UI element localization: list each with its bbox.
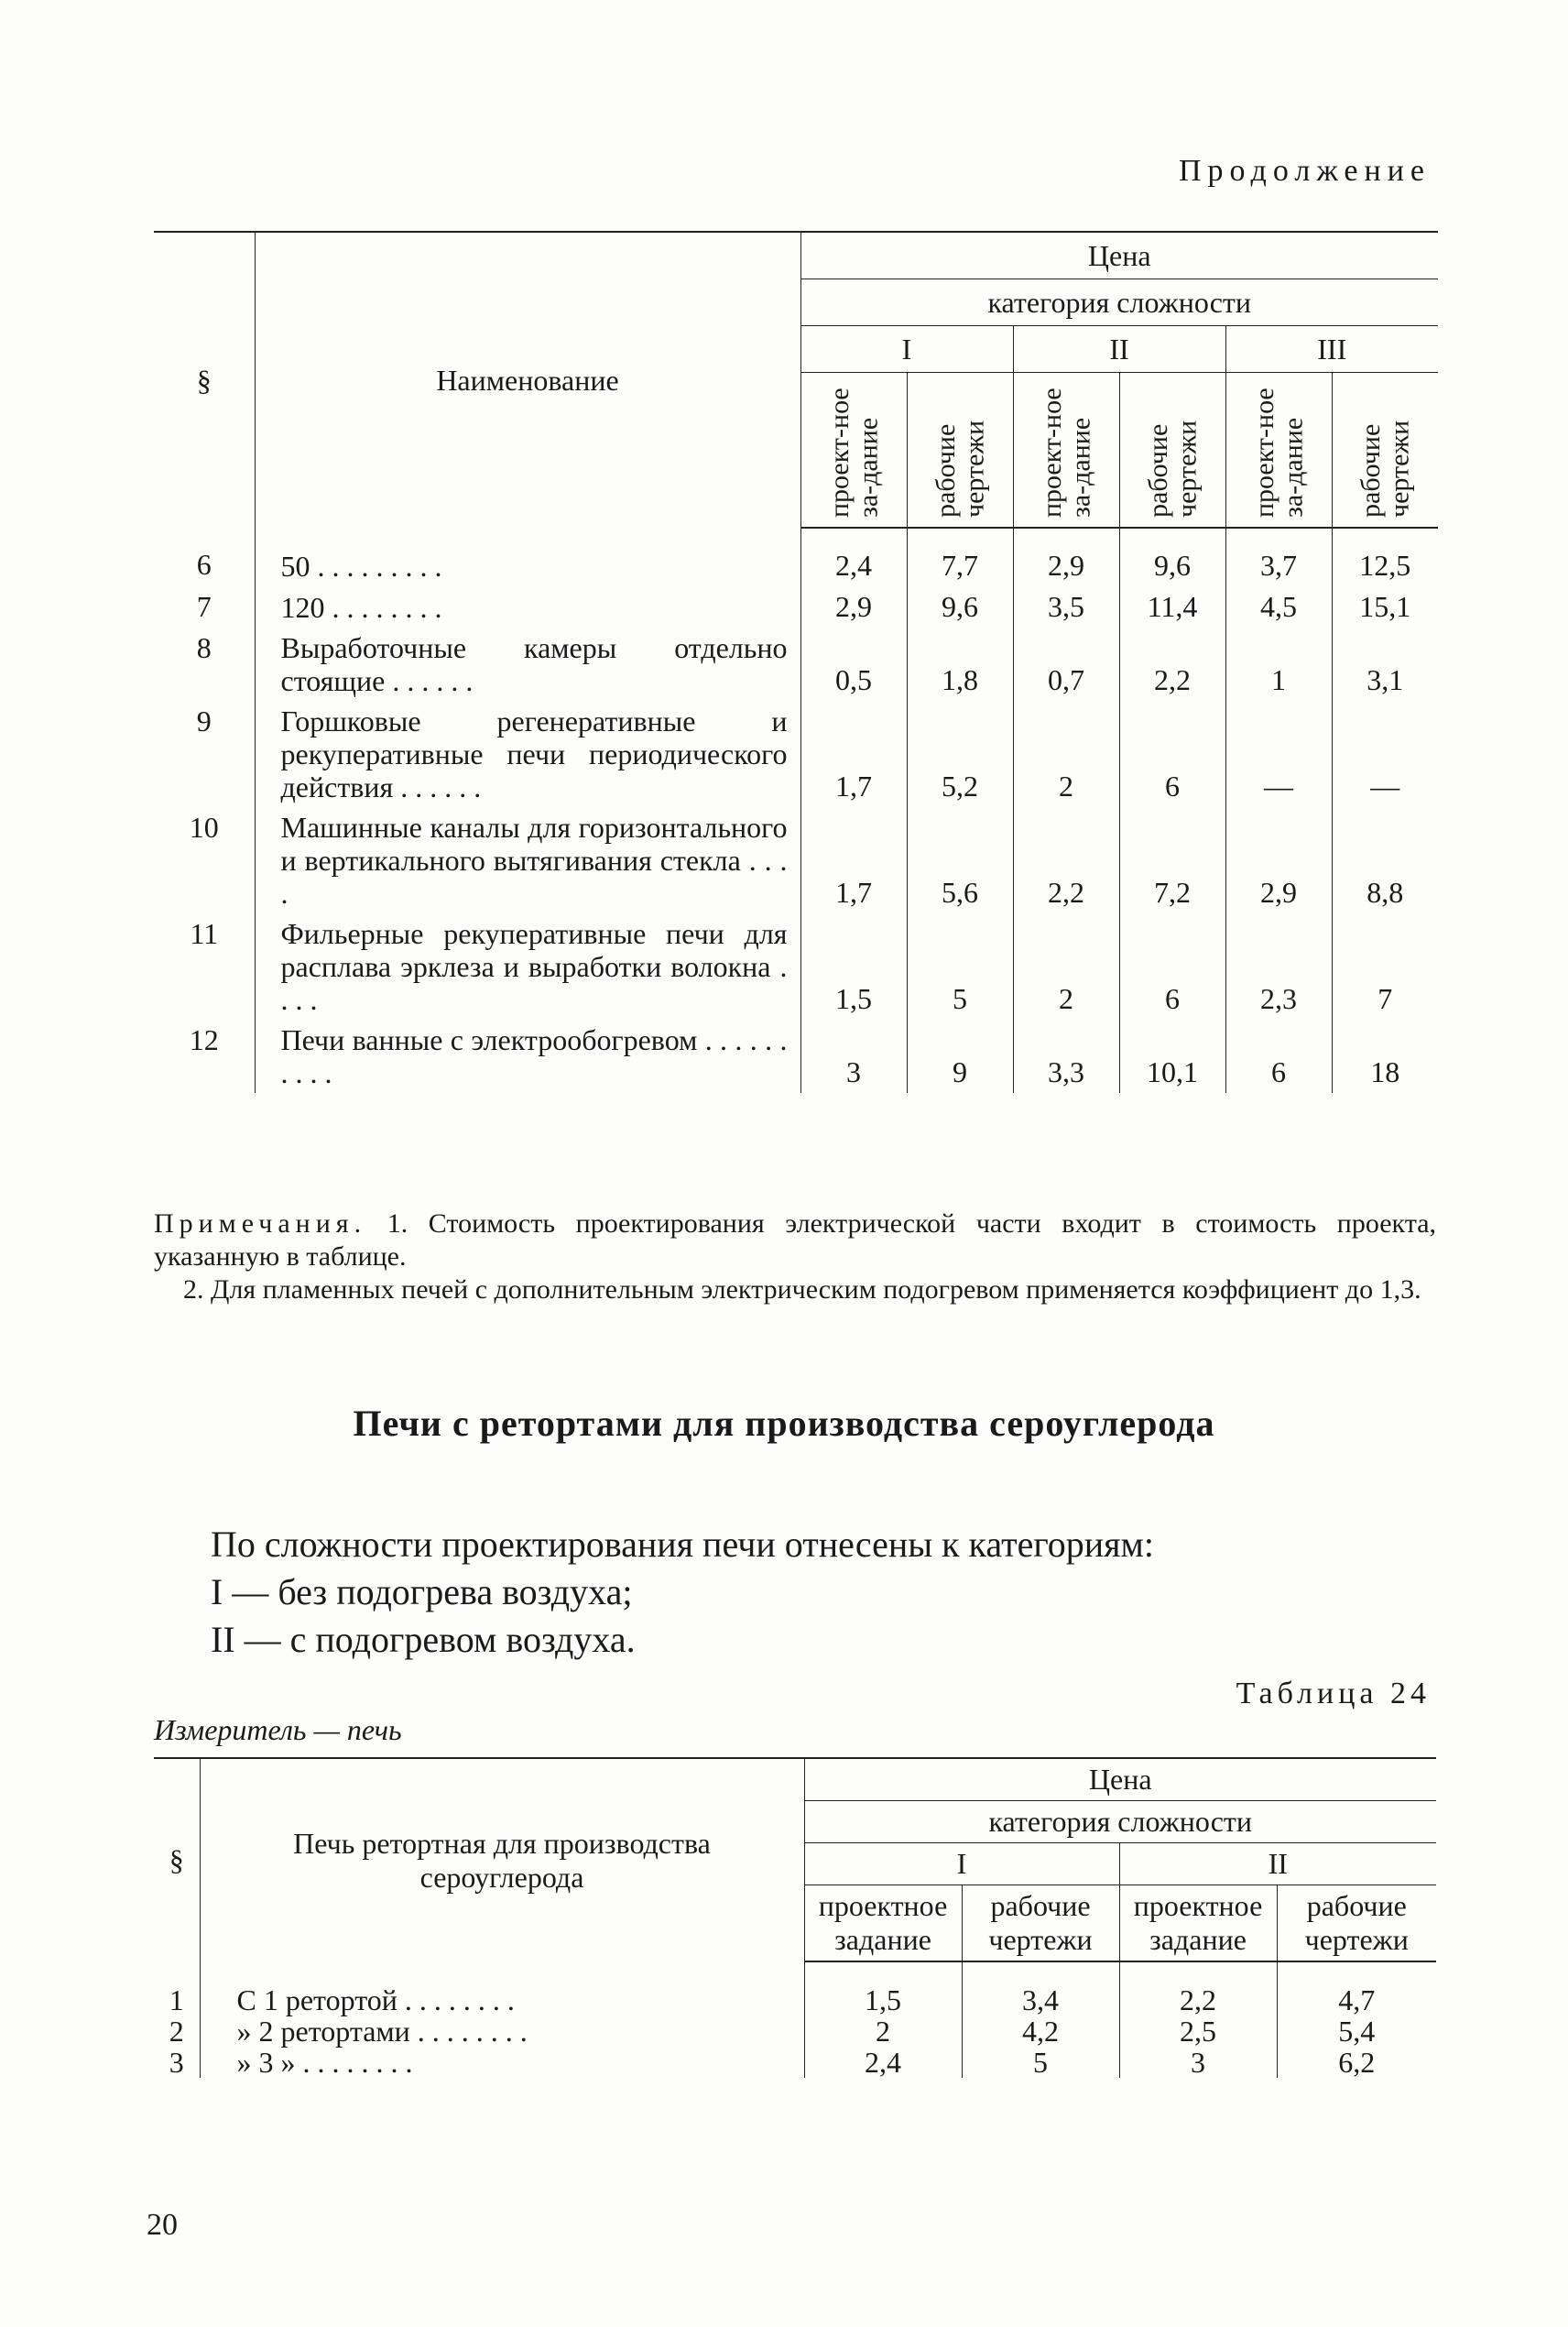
cell-value: 7,2	[1119, 807, 1225, 913]
row-number: 9	[196, 705, 212, 737]
notes	[154, 1207, 1436, 1306]
cell-value: 6,2	[1277, 2047, 1436, 2078]
price-header: Цена	[800, 232, 1438, 279]
cell-value: 2,2	[1119, 1961, 1277, 2016]
sub-header-project: проект-ное за-дание	[1036, 388, 1095, 518]
sub-header-project: проект-ное за-дание	[823, 388, 883, 518]
row-name: Горшковые регенеративные и рекуперативные печи периодического действия . . . . . .	[255, 701, 800, 807]
cell-value: 4,5	[1225, 586, 1332, 628]
row-number: 11	[190, 917, 219, 950]
cell-value: 1	[1225, 628, 1332, 701]
sub-header-drawings: рабочие чертежи	[1277, 1885, 1436, 1962]
cell-value: 2,9	[1013, 528, 1119, 586]
sub-header-project: проект-ное за-дание	[1248, 388, 1308, 518]
retort-furnace-table	[154, 1757, 1436, 2078]
cell-value: 7	[1332, 913, 1438, 1020]
row-name: » 2 ретортами . . . . . . . .	[200, 2016, 804, 2047]
intro-line-1: По сложности проектирования печи отнесены к категориям:	[211, 1524, 1154, 1565]
row-number: 12	[189, 1023, 219, 1056]
intro-line-2: I — без подогрева воздуха;	[211, 1571, 633, 1612]
measure-unit: Измеритель — печь	[154, 1713, 402, 1746]
cell-value: 6	[1119, 701, 1225, 807]
cell-value: 9	[907, 1020, 1013, 1093]
row-number: 7	[196, 590, 212, 623]
category-ii-header: II	[1119, 1843, 1436, 1885]
table-number-label: Таблица 24	[1236, 1677, 1431, 1710]
cell-value: —	[1225, 701, 1332, 807]
category-ii-header: II	[1013, 326, 1225, 373]
cell-value: 8,8	[1332, 807, 1438, 913]
category-group-header: категория сложности	[800, 279, 1438, 326]
cell-value: 2,9	[800, 586, 907, 628]
cell-value: 1,7	[800, 701, 907, 807]
row-number: 10	[189, 811, 219, 844]
table-row	[154, 586, 1438, 628]
cell-value: 2,2	[1119, 628, 1225, 701]
cell-value: 2,3	[1225, 913, 1332, 1020]
cell-value: 1,5	[804, 1961, 962, 2016]
cell-value: 5	[907, 913, 1013, 1020]
cell-value: 11,4	[1119, 586, 1225, 628]
cell-value: 3,1	[1332, 628, 1438, 701]
intro-text	[211, 1521, 1154, 1664]
cell-value: 2,2	[1013, 807, 1119, 913]
cell-value: 7,7	[907, 528, 1013, 586]
table-row	[154, 2016, 1436, 2047]
continuation-label: Продолжение	[1178, 154, 1431, 188]
row-number: 1	[169, 1983, 184, 2016]
sub-header-drawings: рабочие чертежи	[930, 420, 989, 518]
cell-value: 2,5	[1119, 2016, 1277, 2047]
cell-value: 3,5	[1013, 586, 1119, 628]
row-number: 8	[196, 631, 212, 664]
row-name: Фильерные рекуперативные печи для расплава эрклеза и выработки волокна . . . .	[255, 913, 800, 1020]
cell-value: 0,5	[800, 628, 907, 701]
category-i-header: I	[804, 1843, 1119, 1885]
category-iii-header: III	[1225, 326, 1438, 373]
note-1-text: 1. Стоимость проектирования электрической части входит в стоимость проекта, указанную в таблице.	[154, 1208, 1437, 1272]
note-1	[154, 1207, 1436, 1273]
cell-value: 15,1	[1332, 586, 1438, 628]
table-row	[154, 528, 1438, 586]
row-name: Печи ванные с электрообогревом . . . . . . . . . .	[255, 1020, 800, 1093]
cell-value: 6	[1225, 1020, 1332, 1093]
cell-value: 3	[800, 1020, 907, 1093]
section-header: §	[154, 232, 255, 528]
cell-value: 4,7	[1277, 1961, 1436, 2016]
cell-value: 0,7	[1013, 628, 1119, 701]
cell-value: 3,3	[1013, 1020, 1119, 1093]
cell-value: 12,5	[1332, 528, 1438, 586]
row-name: С 1 ретортой . . . . . . . .	[200, 1961, 804, 2016]
name-header: Печь ретортная для производства сероуглерода	[200, 1758, 804, 1961]
notes-label: Примечания.	[154, 1208, 367, 1239]
cell-value: 2,4	[800, 528, 907, 586]
cell-value: 3,4	[962, 1961, 1119, 2016]
cell-value: 9,6	[907, 586, 1013, 628]
section-heading: Печи с ретортами для производства сероуглерода	[353, 1403, 1215, 1444]
cell-value: 9,6	[1119, 528, 1225, 586]
table-row	[154, 1020, 1438, 1093]
cell-value: 18	[1332, 1020, 1438, 1093]
cell-value: 3	[1119, 2047, 1277, 2078]
note-2: 2. Для пламенных печей с дополнительным электрическим подогревом применяется коэффициент до 1,3.	[183, 1274, 1421, 1305]
cell-value: 5	[962, 2047, 1119, 2078]
cell-value: 2	[1013, 913, 1119, 1020]
row-name: 120 . . . . . . . .	[255, 586, 800, 628]
table-row	[154, 1961, 1436, 2016]
row-number: 2	[169, 2015, 184, 2048]
table-row	[154, 701, 1438, 807]
cell-value: 5,2	[907, 701, 1013, 807]
cell-value: 1,8	[907, 628, 1013, 701]
row-name: » 3 » . . . . . . . .	[200, 2047, 804, 2078]
row-number: 3	[169, 2046, 184, 2079]
price-header: Цена	[804, 1758, 1436, 1801]
row-number: 6	[196, 548, 212, 581]
table-row	[154, 628, 1438, 701]
cell-value: 2,4	[804, 2047, 962, 2078]
row-name: Выработочные камеры отдельно стоящие . . . . . .	[255, 628, 800, 701]
sub-header-drawings: рабочие чертежи	[962, 1885, 1119, 1962]
sub-header-drawings: рабочие чертежи	[1142, 420, 1202, 518]
cell-value: 2,9	[1225, 807, 1332, 913]
section-header: §	[154, 1758, 200, 1961]
furnace-price-table	[154, 231, 1438, 1093]
sub-header-drawings: рабочие чертежи	[1355, 420, 1415, 518]
cell-value: 5,4	[1277, 2016, 1436, 2047]
category-group-header: категория сложности	[804, 1801, 1436, 1843]
cell-value: 2	[804, 2016, 962, 2047]
cell-value: 4,2	[962, 2016, 1119, 2047]
category-i-header: I	[800, 326, 1013, 373]
cell-value: 3,7	[1225, 528, 1332, 586]
table-row	[154, 913, 1438, 1020]
sub-header-project: проектное задание	[1119, 1885, 1277, 1962]
cell-value: —	[1332, 701, 1438, 807]
name-header: Наименование	[255, 232, 800, 528]
sub-header-project: проектное задание	[804, 1885, 962, 1962]
cell-value: 1,5	[800, 913, 907, 1020]
row-name: Машинные каналы для горизонтального и вертикального вытягивания стекла . . . .	[255, 807, 800, 913]
cell-value: 5,6	[907, 807, 1013, 913]
table-row	[154, 807, 1438, 913]
row-name: 50 . . . . . . . . .	[255, 528, 800, 586]
cell-value: 6	[1119, 913, 1225, 1020]
intro-line-3: II — с подогревом воздуха.	[211, 1619, 636, 1660]
page-number: 20	[147, 2208, 178, 2242]
cell-value: 2	[1013, 701, 1119, 807]
cell-value: 1,7	[800, 807, 907, 913]
table-row	[154, 2047, 1436, 2078]
cell-value: 10,1	[1119, 1020, 1225, 1093]
